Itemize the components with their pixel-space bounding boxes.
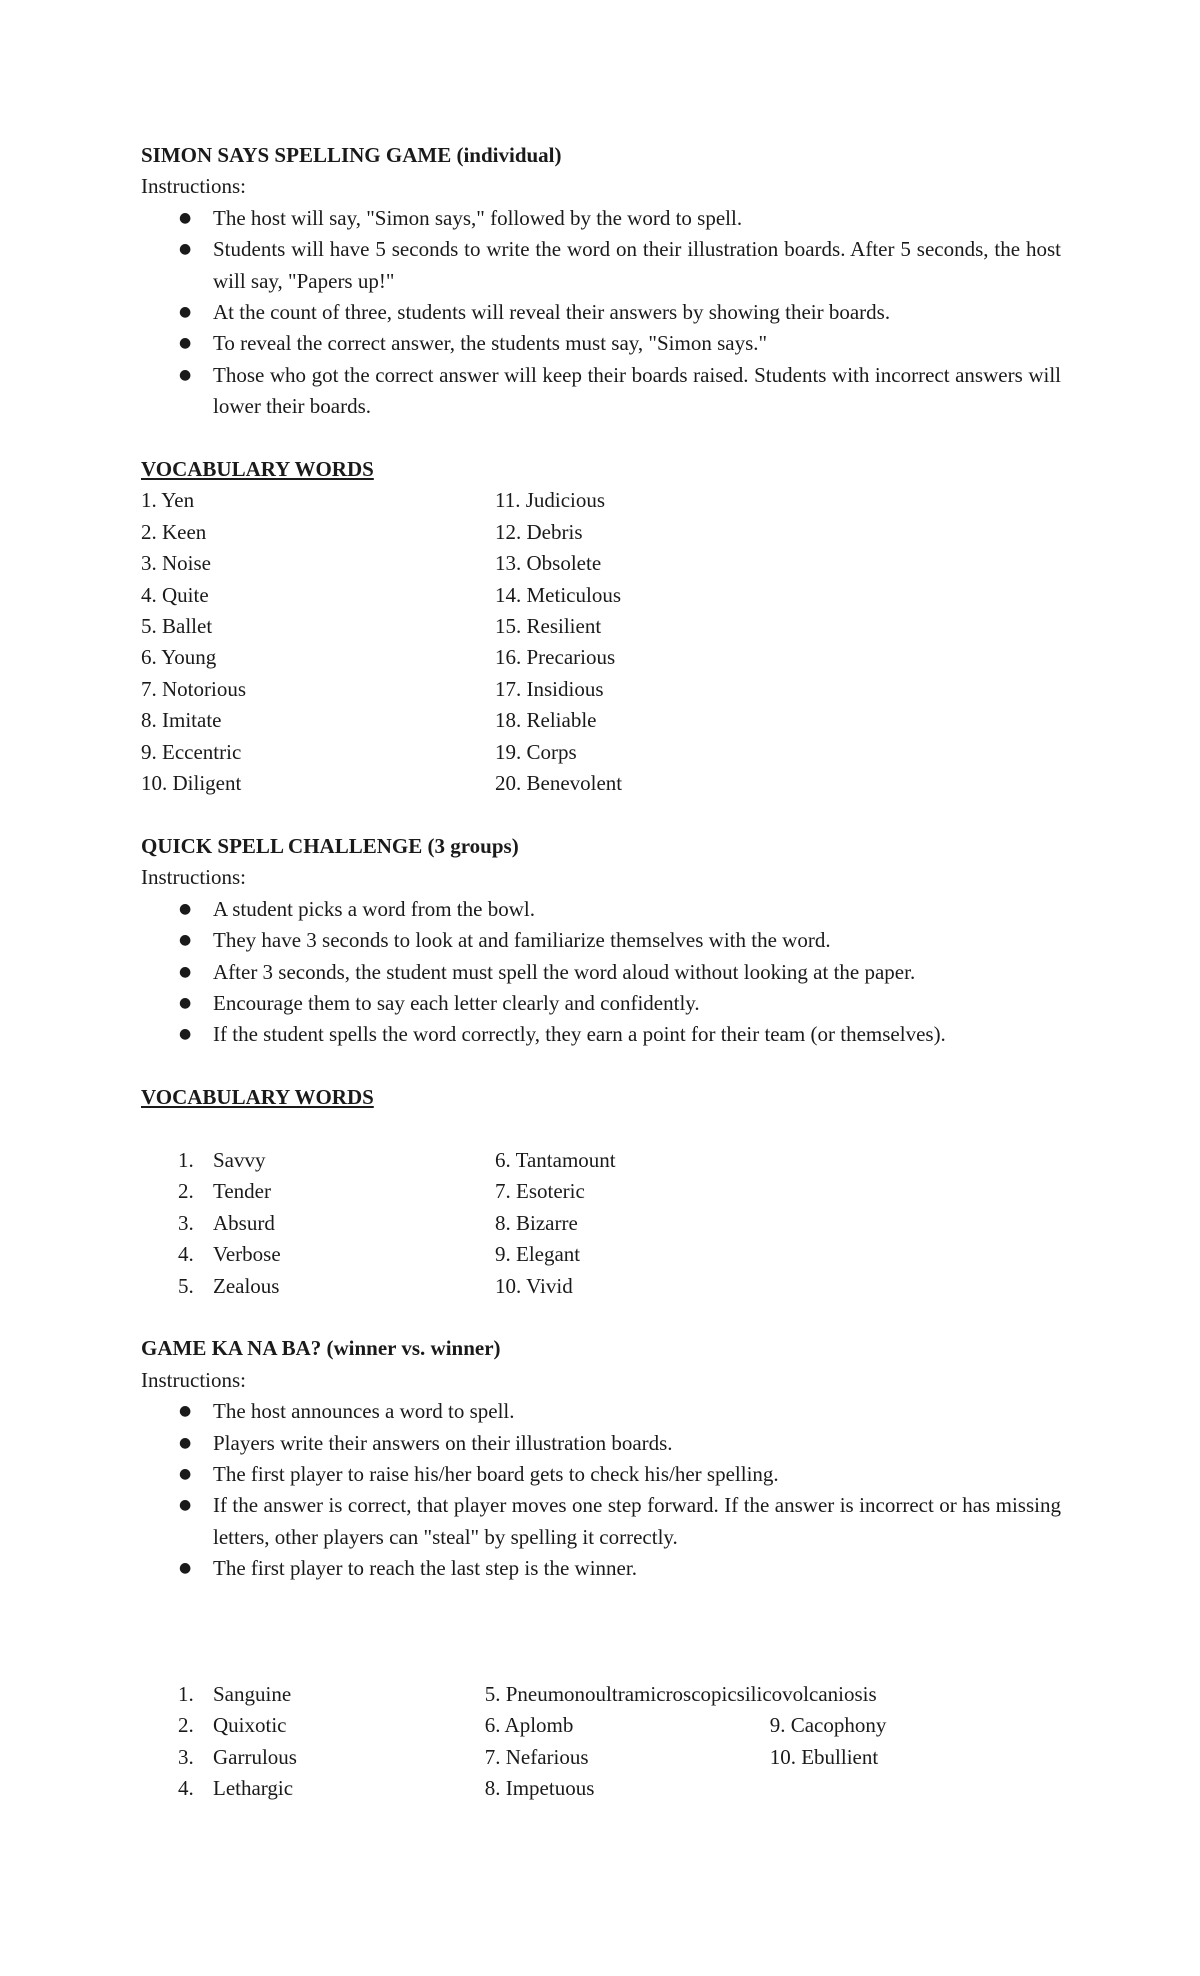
list-item: ● At the count of three, students will reveal their answers by showing their boards.	[141, 297, 1061, 328]
list-item: ● The first player to raise his/her board gets to check his/her spelling.	[141, 1459, 1061, 1490]
list-item: ● The host will say, "Simon says," followed by the word to spell.	[141, 203, 1061, 234]
list-item: 10. Diligent	[141, 771, 242, 796]
list-item: 10. Vivid	[495, 1273, 573, 1298]
game-instructions-label: Instructions:	[141, 1367, 246, 1392]
simon-instructions-label: Instructions:	[141, 174, 246, 199]
vocab-column-left	[141, 1145, 495, 1302]
game-instructions-list	[141, 1396, 1061, 1584]
list-item: 6. Tantamount	[495, 1147, 616, 1172]
list-item: 9. Eccentric	[141, 739, 242, 764]
vocab-column-right	[495, 485, 780, 799]
list-item: 10. Ebullient	[769, 1744, 879, 1769]
list-item: ● They have 3 seconds to look at and familiarize themselves with the word.	[141, 925, 1061, 956]
list-item: 1. Yen	[141, 488, 195, 513]
list-item: 18. Reliable	[495, 708, 597, 733]
list-item: 8. Imitate	[141, 708, 222, 733]
bullet-icon: ●	[179, 994, 192, 1011]
vocabulary-list-2	[141, 1145, 1061, 1302]
bullet-icon: ●	[179, 1465, 192, 1482]
simon-instructions-list	[141, 203, 1061, 423]
vocabulary-words-title-1: VOCABULARY WORDS	[141, 457, 374, 482]
list-item: ● Those who got the correct answer will keep their boards raised. Students with incorrect answers will lower their boards.	[141, 360, 1061, 423]
bullet-icon: ●	[179, 304, 192, 321]
bullet-icon: ●	[179, 1497, 192, 1514]
bullet-icon: ●	[179, 1026, 192, 1043]
vocab-column-left	[141, 1679, 485, 1805]
list-item: 11. Judicious	[495, 488, 606, 513]
list-item: ● To reveal the correct answer, the students must say, "Simon says."	[141, 328, 1061, 359]
list-item: 7. Notorious	[141, 676, 246, 701]
list-item: ● After 3 seconds, the student must spell the word aloud without looking at the paper.	[141, 957, 1061, 988]
list-item: 20. Benevolent	[495, 771, 623, 796]
bullet-icon: ●	[179, 900, 192, 917]
bullet-icon: ●	[179, 366, 192, 383]
quick-spell-title: QUICK SPELL CHALLENGE (3 groups)	[141, 833, 519, 858]
list-item: ● If the answer is correct, that player moves one step forward. If the answer is incorrect or has missing letters, other players can "steal" by spelling it correctly.	[141, 1490, 1061, 1553]
list-item: 4. Verbose	[178, 1242, 281, 1267]
list-item: 4. Quite	[141, 582, 209, 607]
list-item: 6. Aplomb	[484, 1713, 574, 1738]
list-item: 14. Meticulous	[495, 582, 621, 607]
list-item: 9. Cacophony	[769, 1713, 887, 1738]
list-item: 12. Debris	[495, 519, 583, 544]
vocab-column-right	[770, 1679, 1061, 1805]
bullet-icon: ●	[179, 335, 192, 352]
list-item: 6. Young	[141, 645, 217, 670]
vocab-column-left	[141, 485, 495, 799]
bullet-icon: ●	[179, 1560, 192, 1577]
bullet-icon: ●	[179, 1434, 192, 1451]
list-item: ● A student picks a word from the bowl.	[141, 894, 1061, 925]
list-item: 8. Impetuous	[484, 1776, 595, 1800]
list-item: 17. Insidious	[495, 676, 604, 701]
list-item: 1. Sanguine	[178, 1681, 292, 1706]
quick-instructions-list	[141, 894, 1061, 1051]
list-item: ● If the student spells the word correctly, they earn a point for their team (or themselves).	[141, 1019, 1061, 1050]
simon-says-title: SIMON SAYS SPELLING GAME (individual)	[141, 143, 562, 167]
list-item: 7. Nefarious	[484, 1744, 589, 1769]
bullet-icon: ●	[179, 963, 192, 980]
list-item: 2. Keen	[141, 519, 207, 544]
bullet-icon: ●	[179, 932, 192, 949]
list-item: 8. Bizarre	[495, 1210, 578, 1235]
vocabulary-list-3	[141, 1679, 1061, 1805]
document-page	[141, 140, 1061, 1804]
list-item: ● The host announces a word to spell.	[141, 1396, 1061, 1427]
list-item: ● Students will have 5 seconds to write the word on their illustration boards. After 5 seconds, the host will say, "Papers up!"	[141, 234, 1061, 297]
game-ka-na-ba-title: GAME KA NA BA? (winner vs. winner)	[141, 1336, 501, 1361]
vocab-column-right	[495, 1145, 780, 1302]
list-item: 7. Esoteric	[495, 1179, 585, 1204]
list-item: 5. Ballet	[141, 614, 213, 639]
list-item: 4. Lethargic	[178, 1776, 294, 1800]
list-item: 5. Pneumonoultramicroscopicsilicovolcaniosis	[484, 1681, 877, 1706]
vocabulary-words-title-2: VOCABULARY WORDS	[141, 1085, 374, 1110]
list-item: 5. Zealous	[178, 1273, 280, 1298]
bullet-icon: ●	[179, 209, 192, 226]
list-item: 3. Garrulous	[178, 1744, 297, 1769]
bullet-icon: ●	[179, 241, 192, 258]
vocabulary-list-1	[141, 485, 1061, 799]
list-item: 19. Corps	[495, 739, 577, 764]
list-item: 15. Resilient	[495, 614, 602, 639]
list-item: 9. Elegant	[495, 1242, 581, 1267]
list-item: 16. Precarious	[495, 645, 616, 670]
list-item: 1. Savvy	[178, 1147, 266, 1172]
list-item: 2. Tender	[178, 1179, 271, 1204]
quick-instructions-label: Instructions:	[141, 865, 246, 890]
list-item: 2. Quixotic	[178, 1713, 287, 1738]
bullet-icon: ●	[179, 1403, 192, 1420]
list-item: ● The first player to reach the last step is the winner.	[141, 1553, 1061, 1584]
list-item: 3. Noise	[141, 551, 211, 576]
list-item: ● Players write their answers on their illustration boards.	[141, 1428, 1061, 1459]
list-item: 3. Absurd	[178, 1210, 275, 1235]
list-item: ● Encourage them to say each letter clearly and confidently.	[141, 988, 1061, 1019]
list-item: 13. Obsolete	[495, 551, 602, 576]
